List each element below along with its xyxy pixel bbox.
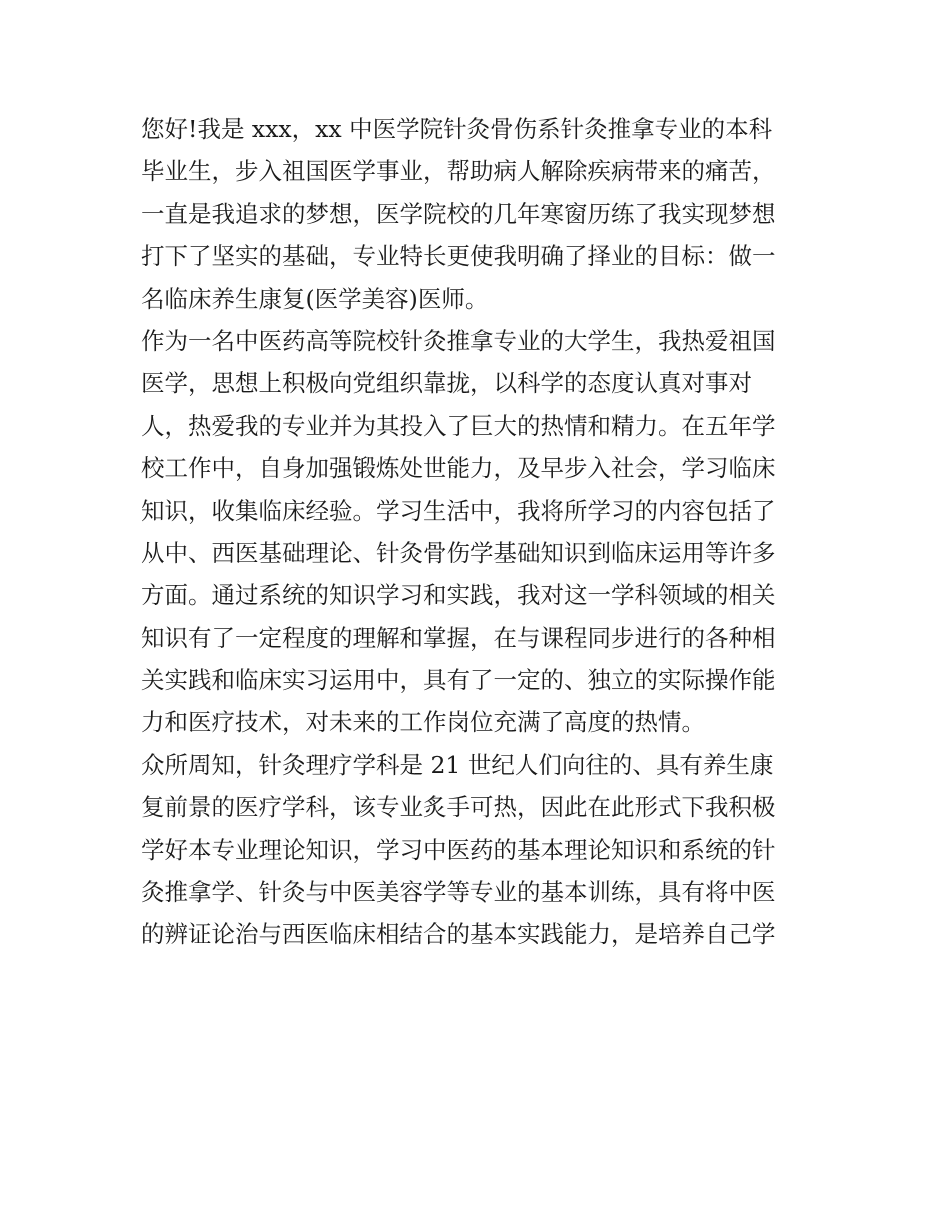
text-line: 您好!我是 xxx，xx 中医学院针灸骨伤系针灸推拿专业的本科	[141, 115, 773, 143]
cover-letter-body	[141, 108, 821, 956]
text-line: 医学，思想上积极向党组织靠拢，以科学的态度认真对事对	[141, 369, 752, 398]
text-line: 的辨证论治与西医临床相结合的基本实践能力，是培养自己学	[141, 920, 776, 949]
text-line: 灸推拿学、针灸与中医美容学等专业的基本训练，具有将中医	[141, 878, 776, 907]
text-line: 校工作中，自身加强锻炼处世能力，及早步入社会，学习临床	[141, 454, 776, 483]
text-line: 众所周知，针灸理疗学科是 21 世纪人们向往的、具有养生康	[141, 750, 774, 779]
text-line: 打下了坚实的基础，专业特长更使我明确了择业的目标：做一	[141, 242, 776, 271]
text-line: 方面。通过系统的知识学习和实践，我对这一学科领域的相关	[141, 581, 776, 610]
text-line: 学好本专业理论知识，学习中医药的基本理论知识和系统的针	[141, 835, 776, 864]
text-line: 复前景的医疗学科，该专业炙手可热，因此在此形式下我积极	[141, 793, 776, 822]
text-line: 人，热爱我的专业并为其投入了巨大的热情和精力。在五年学	[141, 411, 776, 440]
text-line: 力和医疗技术，对未来的工作岗位充满了高度的热情。	[141, 708, 705, 737]
text-line: 知识，收集临床经验。学习生活中，我将所学习的内容包括了	[141, 496, 776, 525]
text-line: 一直是我追求的梦想，医学院校的几年寒窗历练了我实现梦想	[141, 199, 776, 228]
text-line: 毕业生，步入祖国医学事业，帮助病人解除疾病带来的痛苦，	[141, 157, 776, 186]
text-line: 知识有了一定程度的理解和掌握，在与课程同步进行的各种相	[141, 623, 776, 652]
text-line: 从中、西医基础理论、针灸骨伤学基础知识到临床运用等许多	[141, 538, 776, 567]
text-line: 关实践和临床实习运用中，具有了一定的、独立的实际操作能	[141, 666, 776, 695]
text-line: 作为一名中医药高等院校针灸推拿专业的大学生，我热爱祖国	[141, 326, 776, 355]
text-line: 名临床养生康复(医学美容)医师。	[141, 284, 489, 313]
